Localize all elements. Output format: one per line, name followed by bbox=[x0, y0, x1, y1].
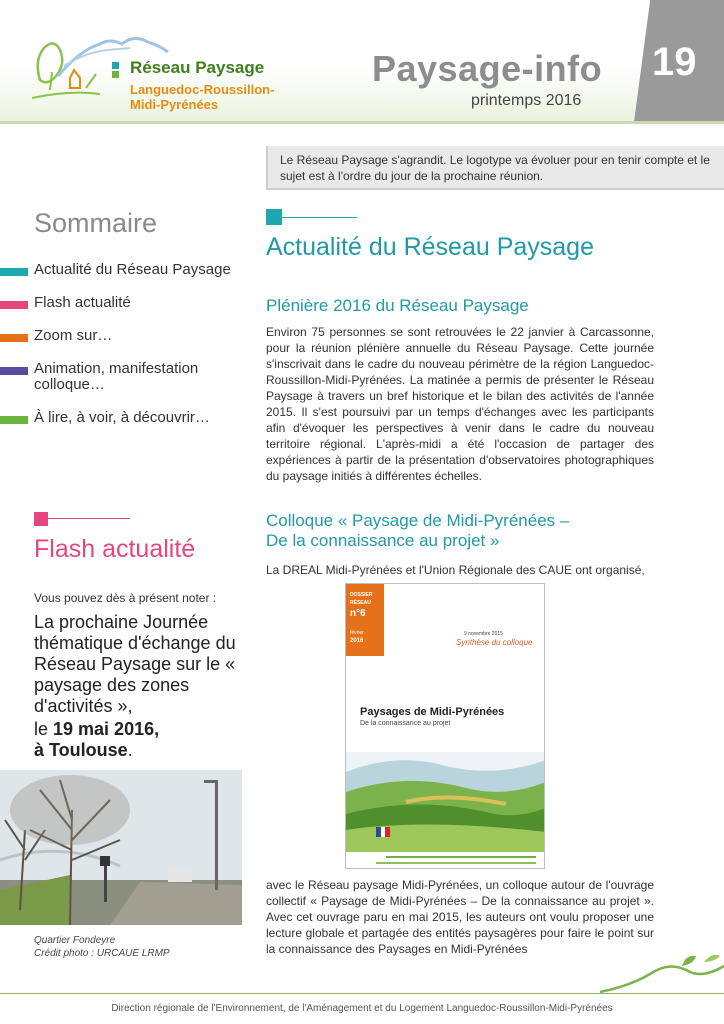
cover-synthese: Synthèse du colloque bbox=[456, 638, 533, 647]
event-place: à Toulouse bbox=[34, 740, 128, 760]
toc-color-bar bbox=[0, 301, 28, 309]
publication-season: printemps 2016 bbox=[471, 92, 582, 109]
toc-label: Animation, manifestation colloque… bbox=[34, 360, 199, 393]
cover-title: Paysages de Midi-Pyrénées bbox=[360, 706, 505, 718]
toc-label: Flash actualité bbox=[34, 294, 131, 311]
toc-color-bar bbox=[0, 416, 28, 424]
actualite-section-title: Actualité du Réseau Paysage bbox=[266, 233, 594, 261]
toc-color-bar bbox=[0, 367, 28, 375]
flash-title: Flash actualité bbox=[34, 535, 196, 563]
publication-title: Paysage-info bbox=[372, 48, 603, 89]
flash-section-marker bbox=[34, 512, 48, 526]
cover-orange-tab: DOSSIER RÉSEAU n°6 février 2016 bbox=[346, 584, 384, 656]
intro-callout: Le Réseau Paysage s'agrandit. Le logotype va évoluer pour en tenir compte et le sujet est à l'ordre du jour de la prochaine réunion. bbox=[266, 146, 724, 190]
logo-squares bbox=[112, 62, 122, 82]
article-title-pleniere: Plénière 2016 du Réseau Paysage bbox=[266, 296, 529, 315]
toc-label: Zoom sur… bbox=[34, 327, 113, 344]
article-title-colloque: De la connaissance au projet » bbox=[266, 531, 500, 550]
cover-landscape-illustration bbox=[346, 752, 545, 869]
actualite-section-rule bbox=[282, 217, 357, 218]
toc-label: À lire, à voir, à découvrir… bbox=[34, 409, 210, 426]
cover-issue-number: n°6 bbox=[350, 608, 366, 619]
logo-title: Réseau Paysage bbox=[130, 58, 265, 77]
issue-number: 19 bbox=[652, 40, 697, 84]
flash-announcement: La prochaine Journée thématique d'échange du Réseau Paysage sur le « paysage des zones d'activités », bbox=[34, 612, 236, 716]
header-divider bbox=[0, 121, 724, 124]
event-date: 19 mai 2016, bbox=[53, 719, 160, 739]
footer-landscape-icon bbox=[600, 948, 724, 996]
cover-dateline: 9 novembre 2015 bbox=[464, 631, 503, 637]
footer-text: Direction régionale de l'Environnement, de l'Aménagement et du Logement Languedoc-Roussillon-Midi-Pyrénées bbox=[111, 1003, 613, 1014]
article-body-colloque: La DREAL Midi-Pyrénées et l'Union Régionale des CAUE ont organisé, bbox=[266, 563, 645, 577]
article-title-colloque: Colloque « Paysage de Midi-Pyrénées – bbox=[266, 511, 570, 530]
toc-label: Actualité du Réseau Paysage bbox=[34, 261, 231, 278]
footer-divider bbox=[0, 993, 724, 994]
cover-subtitle: De la connaissance au projet bbox=[360, 720, 451, 727]
article-body-pleniere: Environ 75 personnes se sont retrouvées le 22 janvier à Carcassonne, pour la réunion plénière annuelle du Réseau Paysage. Cette journée s'inscrivait dans le cadre du nouveau périmètre de la région Languedoc-Roussillon-Midi-Pyrénées. La matinée a permis de présenter le Réseau Paysage à travers un bref historique et le bilan des activités de l'année 2015. Il s'est poursuivi par un temps d'échanges avec les participants afin d'évoquer les perspectives à venir dans le cadre du nouveau territoire régional. L'après-midi a été l'occasion de partager des expériences à partir de la présentation d'observatoires photographiques du paysage initiés à différentes échelles. bbox=[266, 325, 654, 483]
photo-caption: Quartier Fondeyre bbox=[34, 935, 116, 946]
french-republic-flag-icon bbox=[376, 827, 390, 837]
flash-date: le 19 mai 2016, à Toulouse. bbox=[34, 719, 160, 760]
logo-subtitle: Midi-Pyrénées bbox=[130, 97, 219, 112]
article-body-colloque: avec le Réseau paysage Midi-Pyrénées, un colloque autour de l'ouvrage collectif « Paysage de Midi-Pyrénées – De la connaissance au projet ». Avec cet ouvrage paru en mai 2015, les auteurs ont voulu proposer une lecture globale et partagée des entités paysagères pour faire le point sur la connaissance des Paysages en Midi-Pyrénées bbox=[266, 878, 654, 956]
actualite-section-marker bbox=[266, 209, 282, 225]
toc-color-bar bbox=[0, 334, 28, 342]
logo-subtitle: Languedoc-Roussillon- bbox=[130, 82, 275, 97]
photo-credit: Crédit photo : URCAUE LRMP bbox=[34, 948, 170, 959]
toc-color-bar bbox=[0, 268, 28, 276]
flash-intro: Vous pouvez dès à présent noter : bbox=[34, 591, 217, 605]
dossier-cover-image bbox=[345, 583, 545, 869]
flash-section-rule bbox=[48, 518, 130, 519]
photo-quartier-fondeyre bbox=[0, 770, 242, 925]
sommaire-title: Sommaire bbox=[34, 208, 158, 238]
page-header bbox=[0, 0, 724, 122]
